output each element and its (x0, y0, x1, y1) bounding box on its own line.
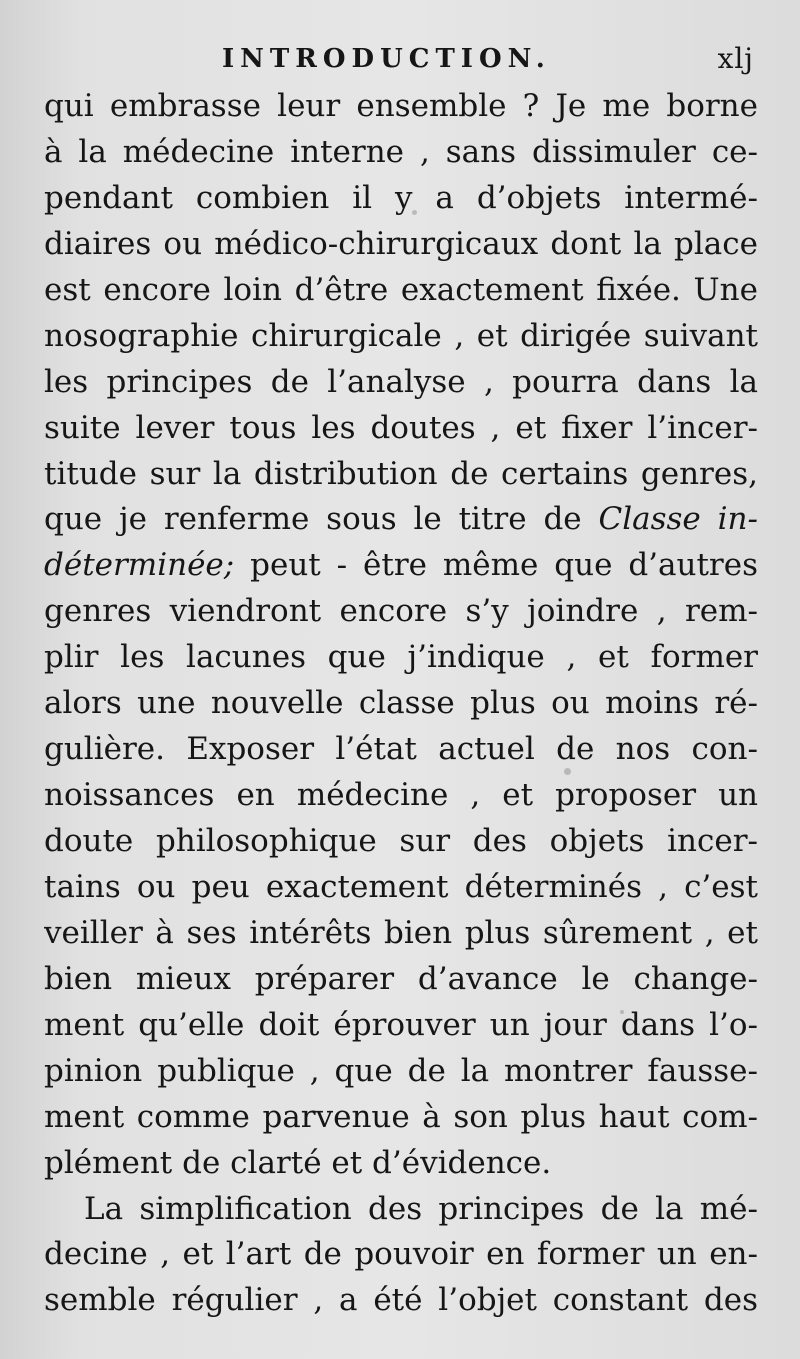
text-line: semble régulier , a été l’objet constant des (44, 1282, 758, 1319)
text-segment: peut - être même que d’autres (250, 547, 758, 584)
italic-term: Classe in- (598, 501, 758, 538)
text-line: pendant combien il y a d’objets intermé- (44, 179, 758, 216)
text-line (44, 497, 758, 543)
text-line: plément de clarté et d’évidence. (44, 1144, 552, 1181)
running-head (44, 44, 754, 88)
section-title: INTRODUCTION. (222, 44, 551, 74)
text-line: veiller à ses intérêts bien plus sûrement , et (44, 914, 758, 951)
italic-term: déterminée; (44, 547, 235, 584)
text-line: noissances en médecine , et proposer un (44, 777, 758, 814)
text-line: ment qu’elle doit éprouver un jour dans l’o- (44, 1006, 758, 1043)
text-segment: que je renferme sous le titre de (44, 501, 582, 538)
text-line: les principes de l’analyse , pourra dans la (44, 363, 758, 400)
text-line: doute philosophique sur des objets incer- (44, 823, 758, 859)
text-line: à la médecine interne , sans dissimuler ce- (44, 133, 758, 170)
paper-spot (620, 1010, 624, 1014)
text-line: alors une nouvelle classe plus ou moins ré- (44, 685, 758, 722)
text-line: plir les lacunes que j’indique , et former (44, 639, 758, 676)
text-line: tains ou peu exactement déterminés , c’est (44, 868, 758, 905)
text-line: gulière. Exposer l’état actuel de nos con- (44, 731, 758, 768)
text-line: diaires ou médico-chirurgicaux dont la place (44, 225, 758, 262)
text-line: decine , et l’art de pouvoir en former un en- (44, 1236, 758, 1273)
text-line: bien mieux préparer d’avance le change- (44, 960, 758, 997)
paper-spot (412, 210, 417, 215)
text-line: ment comme parvenue à son plus haut com- (44, 1098, 758, 1135)
text-line: nosographie chirurgicale , et dirigée suivant (44, 317, 758, 354)
text-line: est encore loin d’être exactement fixée. Une (44, 271, 758, 308)
text-line: titude sur la distribution de certains genres, (44, 455, 758, 492)
text-line (44, 543, 758, 589)
text-line: qui embrasse leur ensemble ? Je me borne (44, 88, 758, 124)
body-text (44, 84, 758, 1324)
text-line: La simplification des principes de la mé- (84, 1190, 758, 1227)
paper-spot (564, 768, 571, 775)
text-line: suite lever tous les doutes , et fixer l’incer- (44, 409, 758, 446)
text-line: pinion publique , que de la montrer fausse- (44, 1052, 758, 1089)
text-line: genres viendront encore s’y joindre , rem- (44, 593, 758, 630)
page-number: xlj (717, 42, 754, 75)
